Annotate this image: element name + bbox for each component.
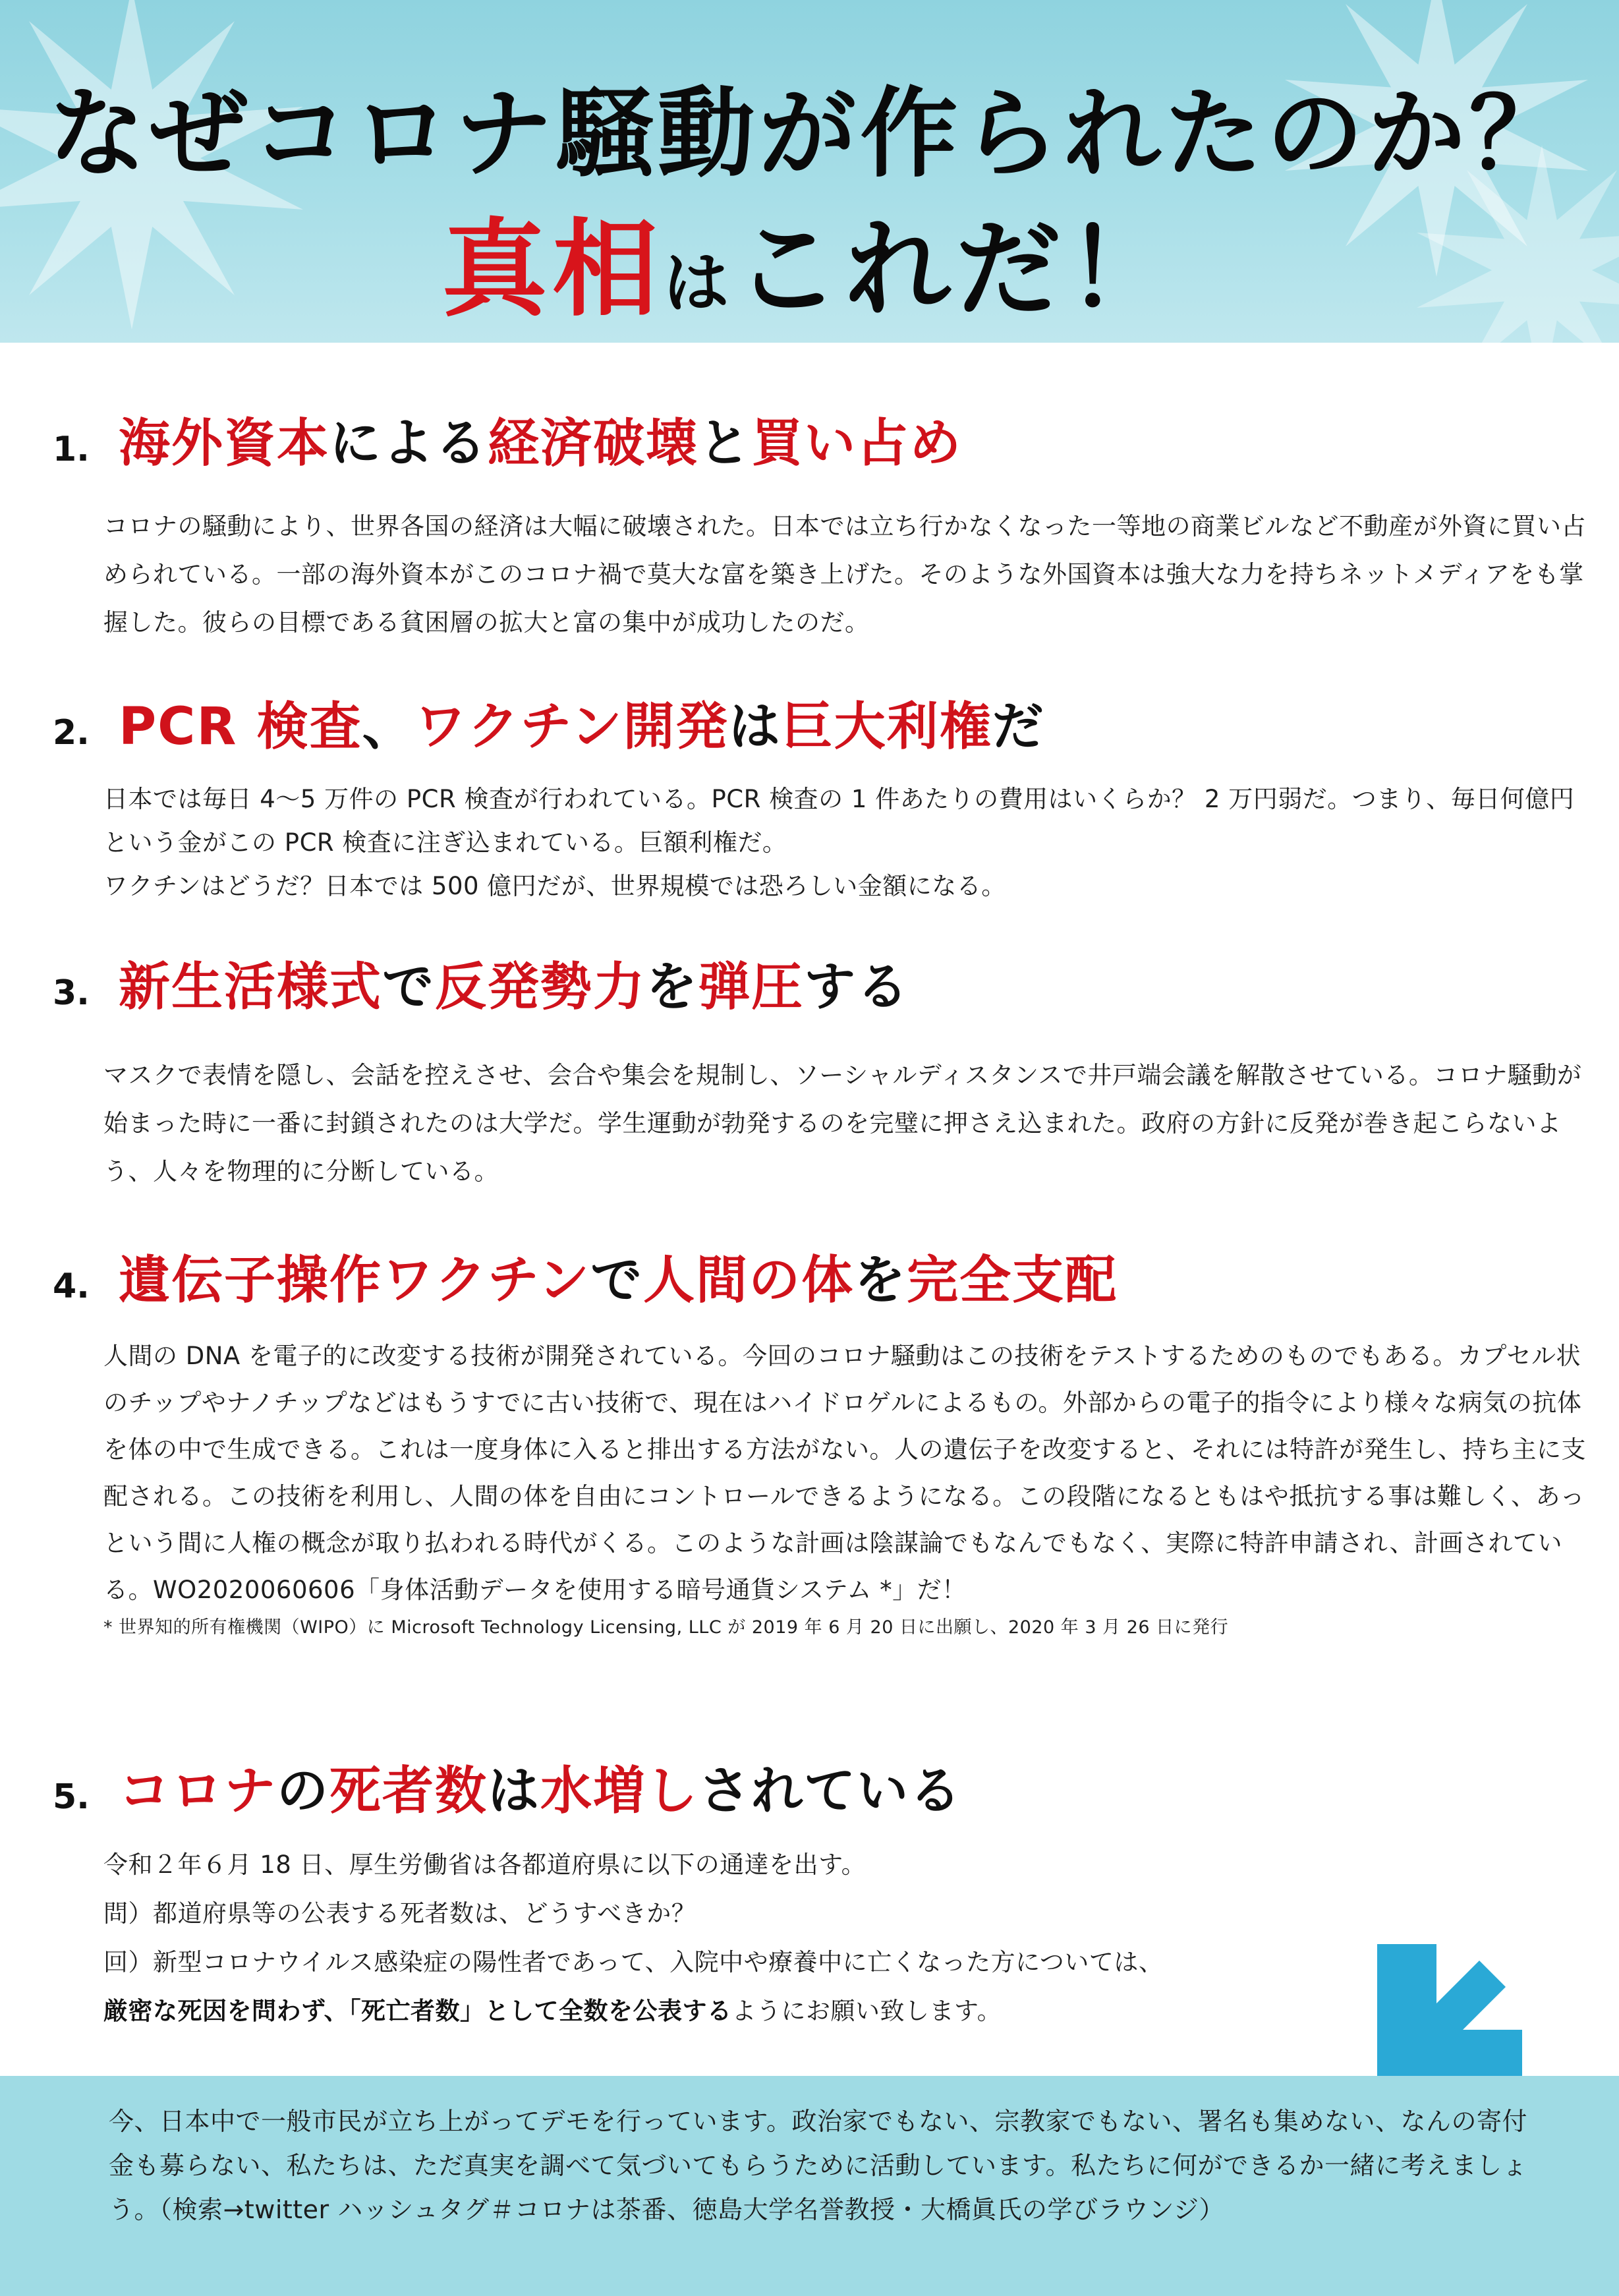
title-part: による [329,414,488,473]
title-part: 遺伝子操作ワクチン [119,1251,591,1310]
bold-phrase: 厳密な死因を問わず、「死亡者数」として全数を公表する [103,1997,732,2025]
page-title: なぜコロナ騒動が作られたのか？ [48,77,1571,190]
section-3 [53,946,1582,1195]
title-part: 海外資本 [119,414,330,473]
title-part: 買い占め [751,414,963,473]
page-subtitle [0,185,1619,336]
section-heading [53,946,1562,1019]
title-part: 経済破壊 [488,414,699,473]
title-part: を [854,1251,907,1310]
paragraph: ワクチンはどうだ？日本では 500 億円だが、世界規模では恐ろしい金額になる。 [103,872,1006,900]
section-body [103,1051,1593,1195]
title-part: は [728,697,781,757]
title-part: 、 [362,697,415,757]
paragraph [103,1987,1369,2036]
section-number: 5. [53,1777,90,1817]
title-part: コロナ [119,1762,277,1821]
title-part: で [590,1251,644,1310]
section-title [119,402,962,476]
paragraph: 人間の DNA を電子的に改変する技術が開発されている。今回のコロナ騒動はこの技術をテストするためのものでもある。カプセル状のチップやナノチップなどはもうすでに古い技術で、現在はハイドロゲルによるもの。外部からの電子的指令により様々な病気の抗体を体の中で生成できる。これは一度身体に入ると排出する方法がない。人の遺伝子を改変すると、それには特許が発生し、持ち主に支配される。この技術を利用し、人間の体を自由にコントロールできるようになる。この段階になるともはや抵抗する事は難しく、あっという間に人権の概念が取り払われる時代がくる。このような計画は陰謀論でもなんでもなく、実際に特許申請され、計画されている。WO2020060606「身体活動データを使用する暗号通貨システム *」だ！ [103,1342,1586,1604]
section-4 [53,1239,1586,1642]
section-number: 2. [53,713,90,753]
paragraph: 日本では毎日 4〜5 万件の PCR 検査が行われている。PCR 検査の 1 件あたりの費用はいくらか？ 2 万円弱だ。つまり、毎日何億円という金がこの PCR 検査に注ぎ込まれている。巨額利権だ。 [103,785,1575,857]
paragraph: コロナの騒動により、世界各国の経済は大幅に破壊された。日本では立ち行かなくなった一等地の商業ビルなど不動産が外資に買い占められている。一部の海外資本がこのコロナ禍で莫大な富を築き上げた。そのような外国資本は強大な力を持ちネットメディアをも掌握した。彼らの目標である貧困層の拡大と富の集中が成功したのだ。 [103,512,1586,637]
section-body [103,778,1593,908]
paragraph: 回）新型コロナウイルス感染症の陽性者であって、入院中や療養中に亡くなった方については、 [103,1948,1164,1976]
paragraph: マスクで表情を隠し、会話を控えさせ、会合や集会を規制し、ソーシャルディスタンスで井戸端会議を解散させている。コロナ騒動が始まった時に一番に封鎖されたのは大学だ。学生運動が勃発するのを完璧に押さえ込まれた。政府の方針に反発が巻き起こらないよう、人々を物理的に分断している。 [103,1061,1582,1186]
section-heading [53,685,1562,759]
title-part: 新生活様式 [119,958,383,1017]
title-part: で [382,958,436,1017]
section-number: 3. [53,973,90,1013]
header-banner [0,0,1619,343]
section-1 [53,402,1586,646]
section-body [103,502,1593,646]
footer-message: 今、日本中で一般市民が立ち上がってデモを行っています。政治家でもない、宗教家でもない、署名も集めない、なんの寄付金も募らない、私たちは、ただ真実を調べて気づいてもらうために活動しています。私たちに何ができるか一緒に考えましょう。（検索→twitter ハッシュタグ＃コロナは茶番、徳島大学名誉教授・大橋眞氏の学びラウンジ） [109,2107,1527,2224]
section-number: 1. [53,430,90,469]
title-part: 弾圧 [698,958,805,1017]
section-title [119,1239,1118,1313]
footnote: * 世界知的所有権機関（WIPO）に Microsoft Technology Licensing, LLC が 2019 年 6 月 20 日に出願し、2020 年 3 月 26 日に発行 [103,1617,1229,1638]
title-part: 人間の体 [643,1251,855,1310]
section-title [119,685,1045,759]
title-part: を [646,958,699,1017]
title-part: されている [698,1762,963,1821]
title-part: と [698,414,752,473]
section-number: 4. [53,1267,90,1306]
section-heading [53,402,1562,476]
title-part: 巨大利権 [781,697,992,757]
title-part: は [488,1762,541,1821]
title-part: ワクチン開発 [414,697,729,757]
title-part: だ [992,697,1045,757]
title-part: の [277,1762,330,1821]
section-heading [53,1750,1562,1823]
title-part: 死者数 [329,1762,488,1821]
section-title [119,1750,962,1823]
section-5 [53,1750,1562,2036]
section-body [103,1333,1593,1642]
paragraph: 問）都道府県等の公表する死者数は、どうすべきか？ [103,1899,696,1928]
paragraph: 令和２年６月 18 日、厚生労働省は各都道府県に以下の通達を出す。 [103,1851,866,1879]
subtitle-rest: これだ！ [734,208,1178,331]
section-body [103,1841,1369,2036]
subtitle-particle: は [663,244,735,322]
title-part: 水増し [540,1762,699,1821]
title-part: する [804,958,910,1017]
paragraph-rest: ようにお願い致します。 [731,1997,1002,2025]
title-part: PCR 検査 [119,697,362,757]
section-heading [53,1239,1562,1313]
subtitle-red: 真相 [441,208,664,331]
section-title [119,946,909,1019]
title-part: 反発勢力 [435,958,646,1017]
section-2 [53,685,1575,908]
footer-banner [0,2076,1619,2296]
title-part: 完全支配 [907,1251,1118,1310]
